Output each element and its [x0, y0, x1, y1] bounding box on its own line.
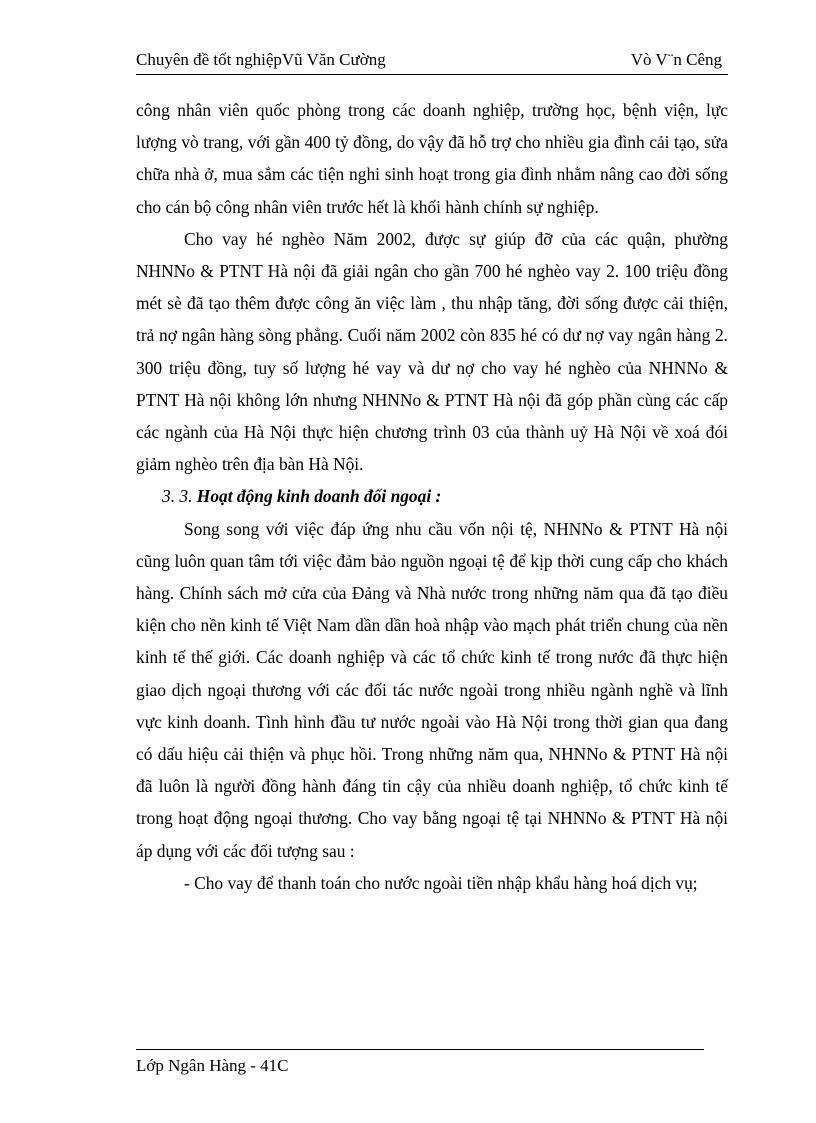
- section-heading: [136, 480, 728, 512]
- section-number: 3. 3.: [162, 486, 193, 507]
- section-title: Hoạt động kinh doanh đối ngoại :: [196, 486, 442, 507]
- paragraph-poverty-loans: Cho vay hé nghèo Năm 2002, được sự giúp đỡ của các quận, phường NHNNo & PTNT Hà nội đã giải ngân cho gần 700 hé nghèo vay 2. 100 triệu đồng mét sè đã tạo thêm được công ăn việc làm , thu nhập tăng, đời sống được cải thiện, trả nợ ngân hàng sòng phẳng. Cuối năm 2002 còn 835 hé có dư nợ vay ngân hàng 2. 300 triệu đồng, tuy số lượng hé vay và dư nợ cho vay hé nghèo của NHNNo & PTNT Hà nội không lớn nhưng NHNNo & PTNT Hà nội đã góp phần cùng các cấp các ngành của Hà Nội thực hiện chương trình 03 của thành uỷ Hà Nội về xoá đói giảm nghèo trên địa bàn Hà Nội.: [136, 228, 728, 475]
- header-left-text: Chuyên đề tốt nghiệpVũ Văn Cường: [136, 50, 386, 69]
- bullet-item: - Cho vay để thanh toán cho nước ngoài tiền nhập khẩu hàng hoá dịch vụ;: [184, 872, 698, 893]
- document-body: [136, 94, 728, 899]
- footer-divider: [136, 1049, 704, 1050]
- header-right-text: Vò V¨n Cêng: [630, 50, 722, 69]
- paragraph-foreign-operations: Song song với việc đáp ứng nhu cầu vốn nội tệ, NHNNo & PTNT Hà nội cũng luôn quan tâm tới việc đảm bảo nguồn ngoại tệ để kịp thời cung cấp cho khách hàng. Chính sách mở cửa của Đảng và Nhà nước trong những năm qua đã tạo điều kiện cho nền kinh tế Việt Nam dần dần hoà nhập vào mạch phát triển chung của nền kinh tế thế giới. Các doanh nghiệp và các tổ chức kinh tế trong nước đã thực hiện giao dịch ngoại thương với các đối tác nước ngoài trong nhiều ngành nghề và lĩnh vực kinh doanh. Tình hình đầu tư nước ngoài vào Hà Nội trong thời gian qua đang có dấu hiệu cải thiện và phục hồi. Trong những năm qua, NHNNo & PTNT Hà nội đã luôn là người đồng hành đáng tin cậy của nhiều doanh nghiệp, tổ chức kinh tế trong hoạt động ngoại thương. Cho vay bằng ngoại tệ tại NHNNo & PTNT Hà nội áp dụng với các đối tượng sau :: [136, 518, 728, 861]
- page-footer: Lớp Ngân Hàng - 41C: [136, 1056, 289, 1075]
- paragraph-continued: công nhân viên quốc phòng trong các doanh nghiệp, trường học, bệnh viện, lực lượng vò trang, với gần 400 tỷ đồng, do vậy đã hỗ trợ cho nhiều gia đình cải tạo, sửa chữa nhà ở, mua sắm các tiện nghi sinh hoạt trong gia đình nhằm nâng cao đời sống cho cán bộ công nhân viên trước hết là khối hành chính sự nghiệp.: [136, 100, 728, 217]
- page-header: [136, 50, 728, 75]
